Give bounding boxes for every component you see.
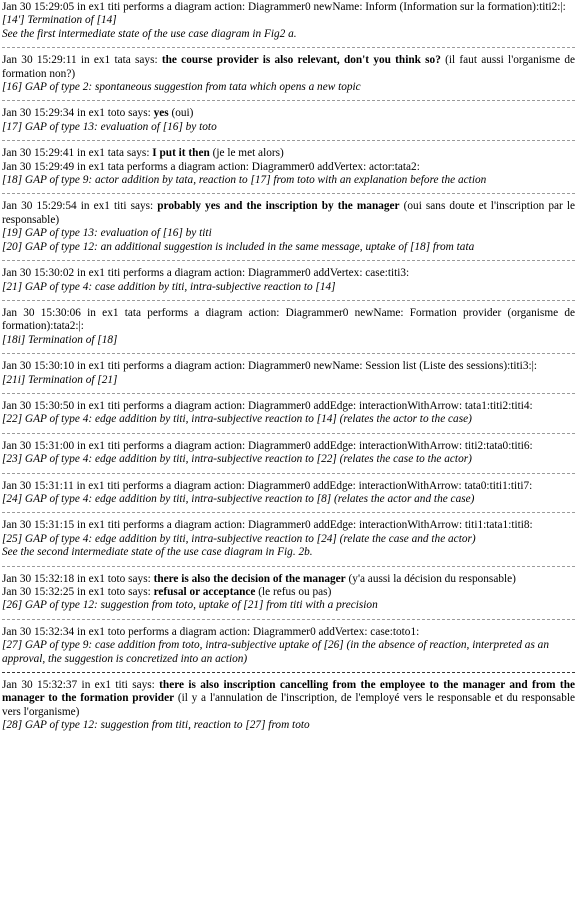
- log-entry: [2, 573, 575, 613]
- utterance-text: refusal or acceptance: [153, 586, 256, 598]
- annotation-note: [20] GAP of type 12: an additional suggestion is included in the same message, uptake of [18] from tata: [2, 240, 475, 253]
- log-text: Jan 30 15:29:11 in ex1 tata says:: [2, 54, 162, 67]
- utterance-text: probably yes and the inscription by the manager: [157, 200, 400, 213]
- entry-separator: [2, 566, 575, 567]
- log-entry: [2, 679, 575, 733]
- log-line: [2, 267, 575, 280]
- entry-separator: [2, 193, 575, 194]
- utterance-text: there is also inscription cancelling from the employee to the manager and from the manager to the formation provider: [2, 679, 575, 705]
- annotation-note: See the first intermediate state of the use case diagram in Fig2 a.: [2, 27, 297, 40]
- log-line: [2, 200, 575, 227]
- entry-separator: [2, 100, 575, 101]
- log-entry: [2, 626, 575, 666]
- annotation-note: [28] GAP of type 12: suggestion from titi, reaction to [27] from toto: [2, 719, 310, 732]
- log-entry: [2, 107, 575, 134]
- annotation-note: [18] GAP of type 9: actor addition by tata, reaction to [17] from toto with an explanation before the action: [2, 174, 487, 187]
- log-line: [2, 573, 575, 586]
- log-text: Jan 30 15:32:37 in ex1 titi says:: [2, 679, 160, 692]
- entry-separator: [2, 393, 575, 394]
- entry-separator: [2, 300, 575, 301]
- log-text: (il faut aussi l'organisme de formation non?): [2, 54, 576, 80]
- annotation-note: [19] GAP of type 13: evaluation of [16] by titi: [2, 227, 212, 240]
- annotation-note: See the second intermediate state of the use case diagram in Fig. 2b.: [2, 546, 313, 559]
- utterance-text: there is also the decision of the manager: [153, 572, 346, 585]
- entry-separator: [2, 47, 575, 48]
- annotation-note: [25] GAP of type 4: edge addition by titi, intra-subjective reaction to [24] (relate the case and the actor): [2, 532, 476, 545]
- log-line: [2, 307, 575, 334]
- log-line: [2, 519, 575, 532]
- annotation-note: [24] GAP of type 4: edge addition by titi, intra-subjective reaction to [8] (relates the actor and the case): [2, 492, 475, 505]
- log-line: [2, 1, 575, 14]
- log-text: Jan 30 15:31:15 in ex1 titi performs a diagram action: Diagrammer0 addEdge: interactionWithArrow: titi1:tata1:titi8:: [2, 519, 533, 532]
- log-entry: [2, 307, 575, 347]
- annotation-note: [27] GAP of type 9: case addition from toto, intra-subjective uptake of [26] (in the absence of reaction, interpreted as an approval, the suggestion is concretized into an action): [2, 639, 549, 665]
- annotation-note: [16] GAP of type 2: spontaneous suggestion from tata which opens a new topic: [2, 81, 361, 94]
- log-text: Jan 30 15:30:06 in ex1 tata performs a diagram action: Diagrammer0 newName: Formation provider (organisme de formation):tata2:|:: [2, 306, 575, 333]
- entry-separator: [2, 473, 575, 474]
- log-line: [2, 679, 575, 719]
- annotation-note: [23] GAP of type 4: edge addition by titi, intra-subjective reaction to [22] (relates the case to the actor): [2, 453, 472, 466]
- entry-separator: [2, 512, 575, 513]
- annotation-note: [14'] Termination of [14]: [2, 14, 117, 27]
- log-line: [2, 440, 575, 453]
- log-entry: [2, 360, 575, 387]
- log-line: [2, 400, 575, 413]
- utterance-text: yes: [153, 107, 169, 120]
- log-text: (je le met alors): [209, 147, 284, 160]
- log-text: Jan 30 15:29:34 in ex1 toto says:: [2, 107, 154, 120]
- annotation-note: [18i] Termination of [18]: [2, 333, 118, 346]
- log-text: Jan 30 15:31:00 in ex1 titi performs a diagram action: Diagrammer0 addEdge: interactionWithArrow: titi2:tata0:titi6:: [2, 439, 533, 452]
- log-entry: [2, 54, 575, 94]
- utterance-text: the course provider is also relevant, don't you think so?: [161, 54, 441, 67]
- annotation-note: [21i] Termination of [21]: [2, 373, 118, 386]
- annotation-note: [22] GAP of type 4: edge addition by titi, intra-subjective reaction to [14] (relates the actor to the case): [2, 413, 472, 426]
- log-entry: [2, 400, 575, 427]
- log-line: [2, 54, 575, 81]
- log-text: Jan 30 15:30:50 in ex1 titi performs a diagram action: Diagrammer0 addEdge: interactionWithArrow: tata1:titi2:titi4:: [2, 399, 533, 412]
- log-line: [2, 360, 575, 373]
- log-entry: [2, 267, 575, 294]
- utterance-text: I put it then: [152, 147, 210, 160]
- log-text: Jan 30 15:29:41 in ex1 tata says:: [2, 147, 153, 160]
- log-text: Jan 30 15:32:25 in ex1 toto says:: [2, 586, 154, 598]
- log-text: Jan 30 15:32:34 in ex1 toto performs a diagram action: Diagrammer0 addVertex: case:toto1:: [2, 625, 420, 638]
- log-line: [2, 626, 575, 639]
- entry-separator: [2, 140, 575, 141]
- log-entry: [2, 519, 575, 559]
- entry-separator: [2, 260, 575, 261]
- log-text: Jan 30 15:32:18 in ex1 toto says:: [2, 572, 154, 585]
- log-text: (y'a aussi la décision du responsable): [345, 572, 516, 585]
- log-entry: [2, 147, 575, 187]
- log-entry: [2, 480, 575, 507]
- log-text: Jan 30 15:29:54 in ex1 titi says:: [2, 200, 158, 213]
- log-text: (oui sans doute et l'inscription par le responsable): [2, 200, 576, 226]
- entry-separator: [2, 672, 575, 673]
- log-text: Jan 30 15:30:02 in ex1 titi performs a diagram action: Diagrammer0 addVertex: case:titi3:: [2, 267, 410, 280]
- annotation-note: [26] GAP of type 12: suggestion from toto, uptake of [21] from titi with a precision: [2, 599, 378, 612]
- log-line: [2, 480, 575, 493]
- annotation-note: [21] GAP of type 4: case addition by titi, intra-subjective reaction to [14]: [2, 280, 336, 293]
- entry-separator: [2, 619, 575, 620]
- log-text: Jan 30 15:29:49 in ex1 tata performs a diagram action: Diagrammer0 addVertex: actor:tata2:: [2, 160, 420, 173]
- log-entry: [2, 200, 575, 254]
- log-entry: [2, 440, 575, 467]
- log-text: (oui): [168, 107, 194, 120]
- log-text: (le refus ou pas): [255, 586, 332, 598]
- log-text: (il y a l'annulation de l'inscription, de l'employé vers le responsable et du responsable vers l'organisme): [2, 692, 576, 718]
- log-line: [2, 107, 575, 120]
- log-text: Jan 30 15:31:11 in ex1 titi performs a diagram action: Diagrammer0 addEdge: interactionWithArrow: tata0:titi1:titi7:: [2, 479, 533, 492]
- log-text: Jan 30 15:29:05 in ex1 titi performs a diagram action: Diagrammer0 newName: Inform (Information sur la formation):titi2:|:: [2, 1, 566, 13]
- log-line: [2, 147, 575, 160]
- entry-separator: [2, 353, 575, 354]
- annotation-note: [17] GAP of type 13: evaluation of [16] by toto: [2, 120, 217, 133]
- log-text: Jan 30 15:30:10 in ex1 titi performs a diagram action: Diagrammer0 newName: Session list (Liste des sessions):titi3:|:: [2, 360, 538, 373]
- log-line: [2, 586, 575, 599]
- log-entry: [2, 1, 575, 41]
- log-line: [2, 161, 575, 174]
- entry-separator: [2, 433, 575, 434]
